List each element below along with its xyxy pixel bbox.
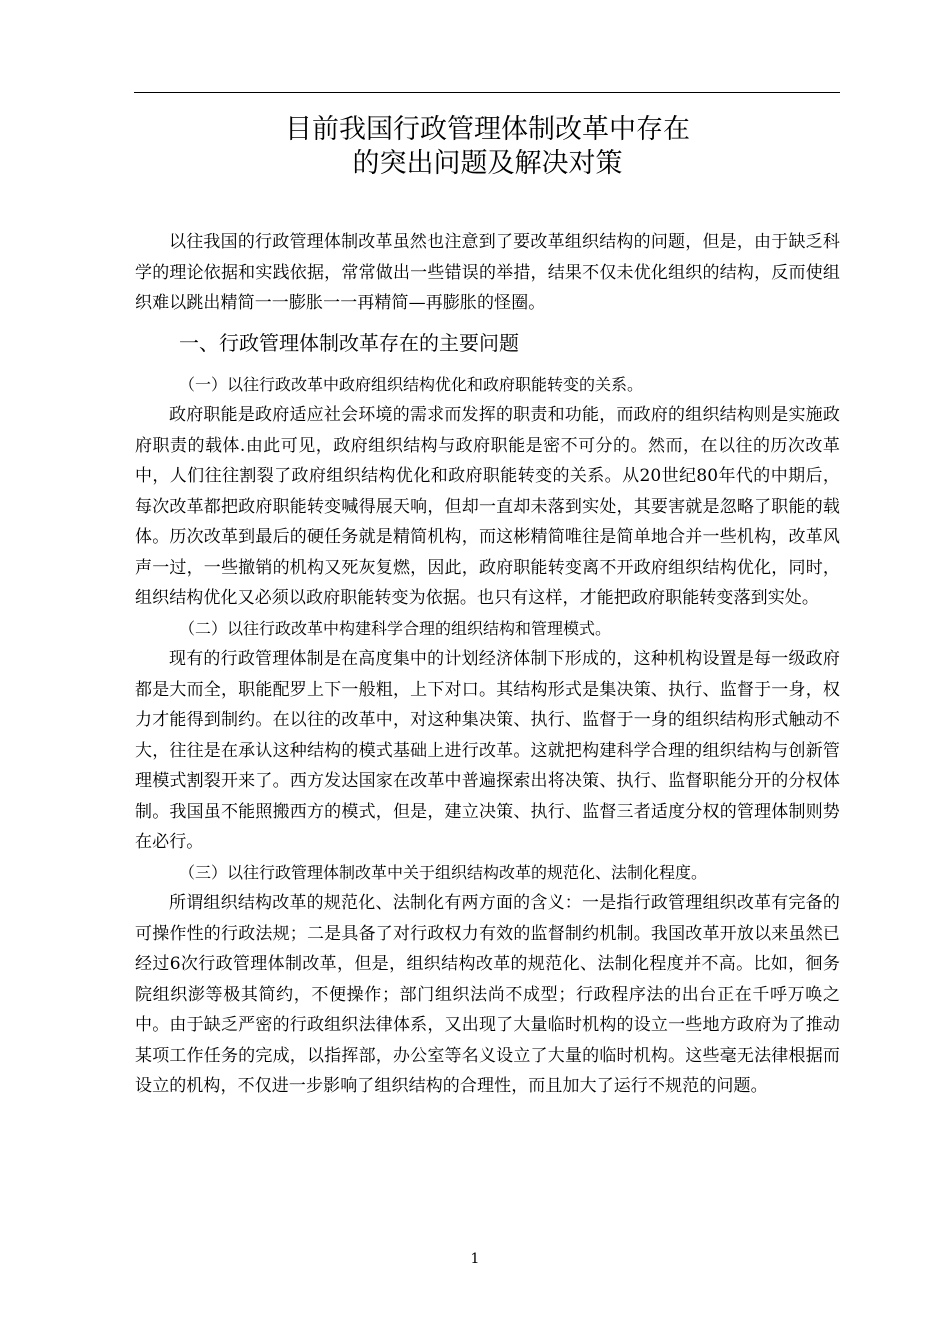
subsection-heading-1: （一）以往行政改革中政府组织结构优化和政府职能转变的关系。 [179, 374, 644, 394]
intro-paragraph: 以往我国的行政管理体制改革虽然也注意到了要改革组织结构的问题，但是，由于缺乏科学的理论依据和实践依据，常常做出一些错误的举措，结果不仅未优化组织的结构，反而使组织难以跳出精简一一膨胀一一再精简—再膨胀的怪圈。 [135, 232, 840, 313]
subsection-body-1: 政府职能是政府适应社会环境的需求而发挥的职责和功能，而政府的组织结构则是实施政府职责的载体.由此可见，政府组织结构与政府职能是密不可分的。然而，在以往的历次改革中，人们往往割裂了政府组织结构优化和政府职能转变的关系。从20世纪80年代的中期后，每次改革都把政府职能转变喊得展天响，但却一直却未落到实处，其要害就是忽略了职能的载体。历次改革到最后的硬任务就是精简机构，而这彬精简唯往是简单地合并一些机构，改革风声一过，一些撤销的机构又死灰复燃，因此，政府职能转变离不开政府组织结构优化，同时，组织结构优化又必须以政府职能转变为依据。也只有这样，才能把政府职能转变落到实处。 [135, 405, 840, 608]
subsection-body-2: 现有的行政管理体制是在高度集中的计划经济体制下形成的，这种机构设置是每一级政府都是大而全，职能配罗上下一般粗，上下对口。其结构形式是集决策、执行、监督于一身，权力才能得到制约。在以往的改革中，对这种集决策、执行、监督于一身的组织结构形式触动不大，往往是在承认这种结构的模式基础上进行改革。这就把构建科学合理的组织结构与创新管理模式割裂开来了。西方发达国家在改革中普遍探索出将决策、执行、监督职能分开的分权体制。我国虽不能照搬西方的模式，但是，建立决策、执行、监督三者适度分权的管理体制则势在必行。 [135, 649, 840, 852]
section-heading-1: 一、行政管理体制改革存在的主要问题 [179, 330, 519, 355]
subsection-body-3: 所谓组织结构改革的规范化、法制化有两方面的含义：一是指行政管理组织改革有完备的可操作性的行政法规；二是具备了对行政权力有效的监督制约机制。我国改革开放以来虽然已经过6次行政管理体制改革，但是，组织结构改革的规范化、法制化程度并不高。比如，徊务院组织澎等极其简约，不便操作；部门组织法尚不成型；行政程序法的出台正在千呼万唤之中。由于缺乏严密的行政组织法律体系，又出现了大量临时机构的设立一些地方政府为了推动某项工作任务的完成，以指挥部，办公室等名义设立了大量的临时机构。这些毫无法律根据而设立的机构，不仅进一步影响了组织结构的合理性，而且加大了运行不规范的问题。 [135, 893, 840, 1096]
title-line-1: 目前我国行政管理体制改革中存在 [285, 114, 690, 145]
document-body [135, 113, 840, 1102]
page-number: 1 [470, 1251, 480, 1267]
header-rule [134, 92, 840, 93]
title-line-2: 的突出问题及解决对策 [352, 148, 623, 179]
subsection-heading-3: （三）以往行政管理体制改革中关于组织结构改革的规范化、法制化程度。 [179, 862, 708, 882]
subsection-heading-2: （二）以往行政改革中构建科学合理的组织结构和管理模式。 [179, 618, 612, 638]
document-title [135, 113, 840, 181]
